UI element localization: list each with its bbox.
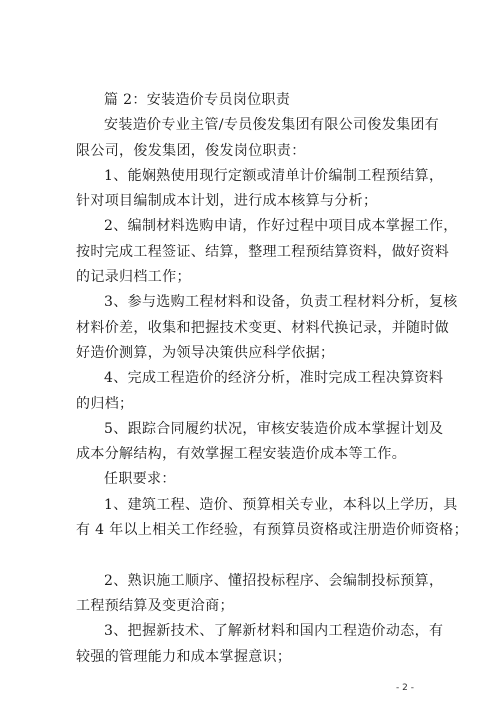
requirement-item-2: 2、熟识施工顺序、懂招投标程序、会编制投标预算， [104, 572, 444, 589]
duty-item-4: 4、完成工程造价的经济分析，准时完成工程决算资料 [104, 370, 444, 387]
body-line: 按时完成工程签证、结算，整理工程预结算资料，做好资料 [76, 243, 450, 260]
body-line: 的记录归档工作； [76, 269, 191, 286]
body-line: 安装造价专业主管/专员俊发集团有限公司俊发集团有 [104, 117, 440, 134]
duty-item-3: 3、参与选购工程材料和设备，负责工程材料分析，复核 [104, 294, 458, 311]
duty-item-1: 1、能娴熟使用现行定额或清单计价编制工程预结算， [104, 167, 444, 184]
duty-item-2: 2、编制材料选购申请，作好过程中项目成本掌握工作， [104, 218, 458, 235]
body-line: 好造价测算，为领导决策供应科学依据； [76, 344, 335, 361]
duty-item-5: 5、跟踪合同履约状况，审核安装造价成本掌握计划及 [104, 420, 444, 437]
body-line: 成本分解结构，有效掌握工程安装造价成本等工作。 [76, 446, 407, 463]
body-line: 工程预结算及变更洽商； [76, 597, 234, 614]
requirement-item-3: 3、把握新技术、了解新材料和国内工程造价动态，有 [104, 623, 444, 640]
blank-line [76, 543, 426, 568]
body-line: 的归档； [76, 395, 134, 412]
document-body [76, 88, 468, 670]
body-line: 有 4 年以上相关工作经验，有预算员资格或注册造价师资格； [76, 522, 468, 539]
requirements-heading: 任职要求： [104, 471, 176, 488]
body-line: 较强的管理能力和成本掌握意识； [76, 648, 292, 665]
section-heading: 篇 2：安装造价专员岗位职责 [104, 92, 291, 108]
page-number: - 2 - [396, 683, 414, 693]
requirement-item-1: 1、建筑工程、造价、预算相关专业，本科以上学历，具 [104, 496, 458, 513]
body-line: 针对项目编制成本计划，进行成本核算与分析； [76, 193, 378, 210]
body-line: 限公司，俊发集团，俊发岗位职责： [76, 142, 306, 159]
body-line: 材料价差，收集和把握技术变更、材料代换记录，并随时做 [76, 319, 450, 336]
